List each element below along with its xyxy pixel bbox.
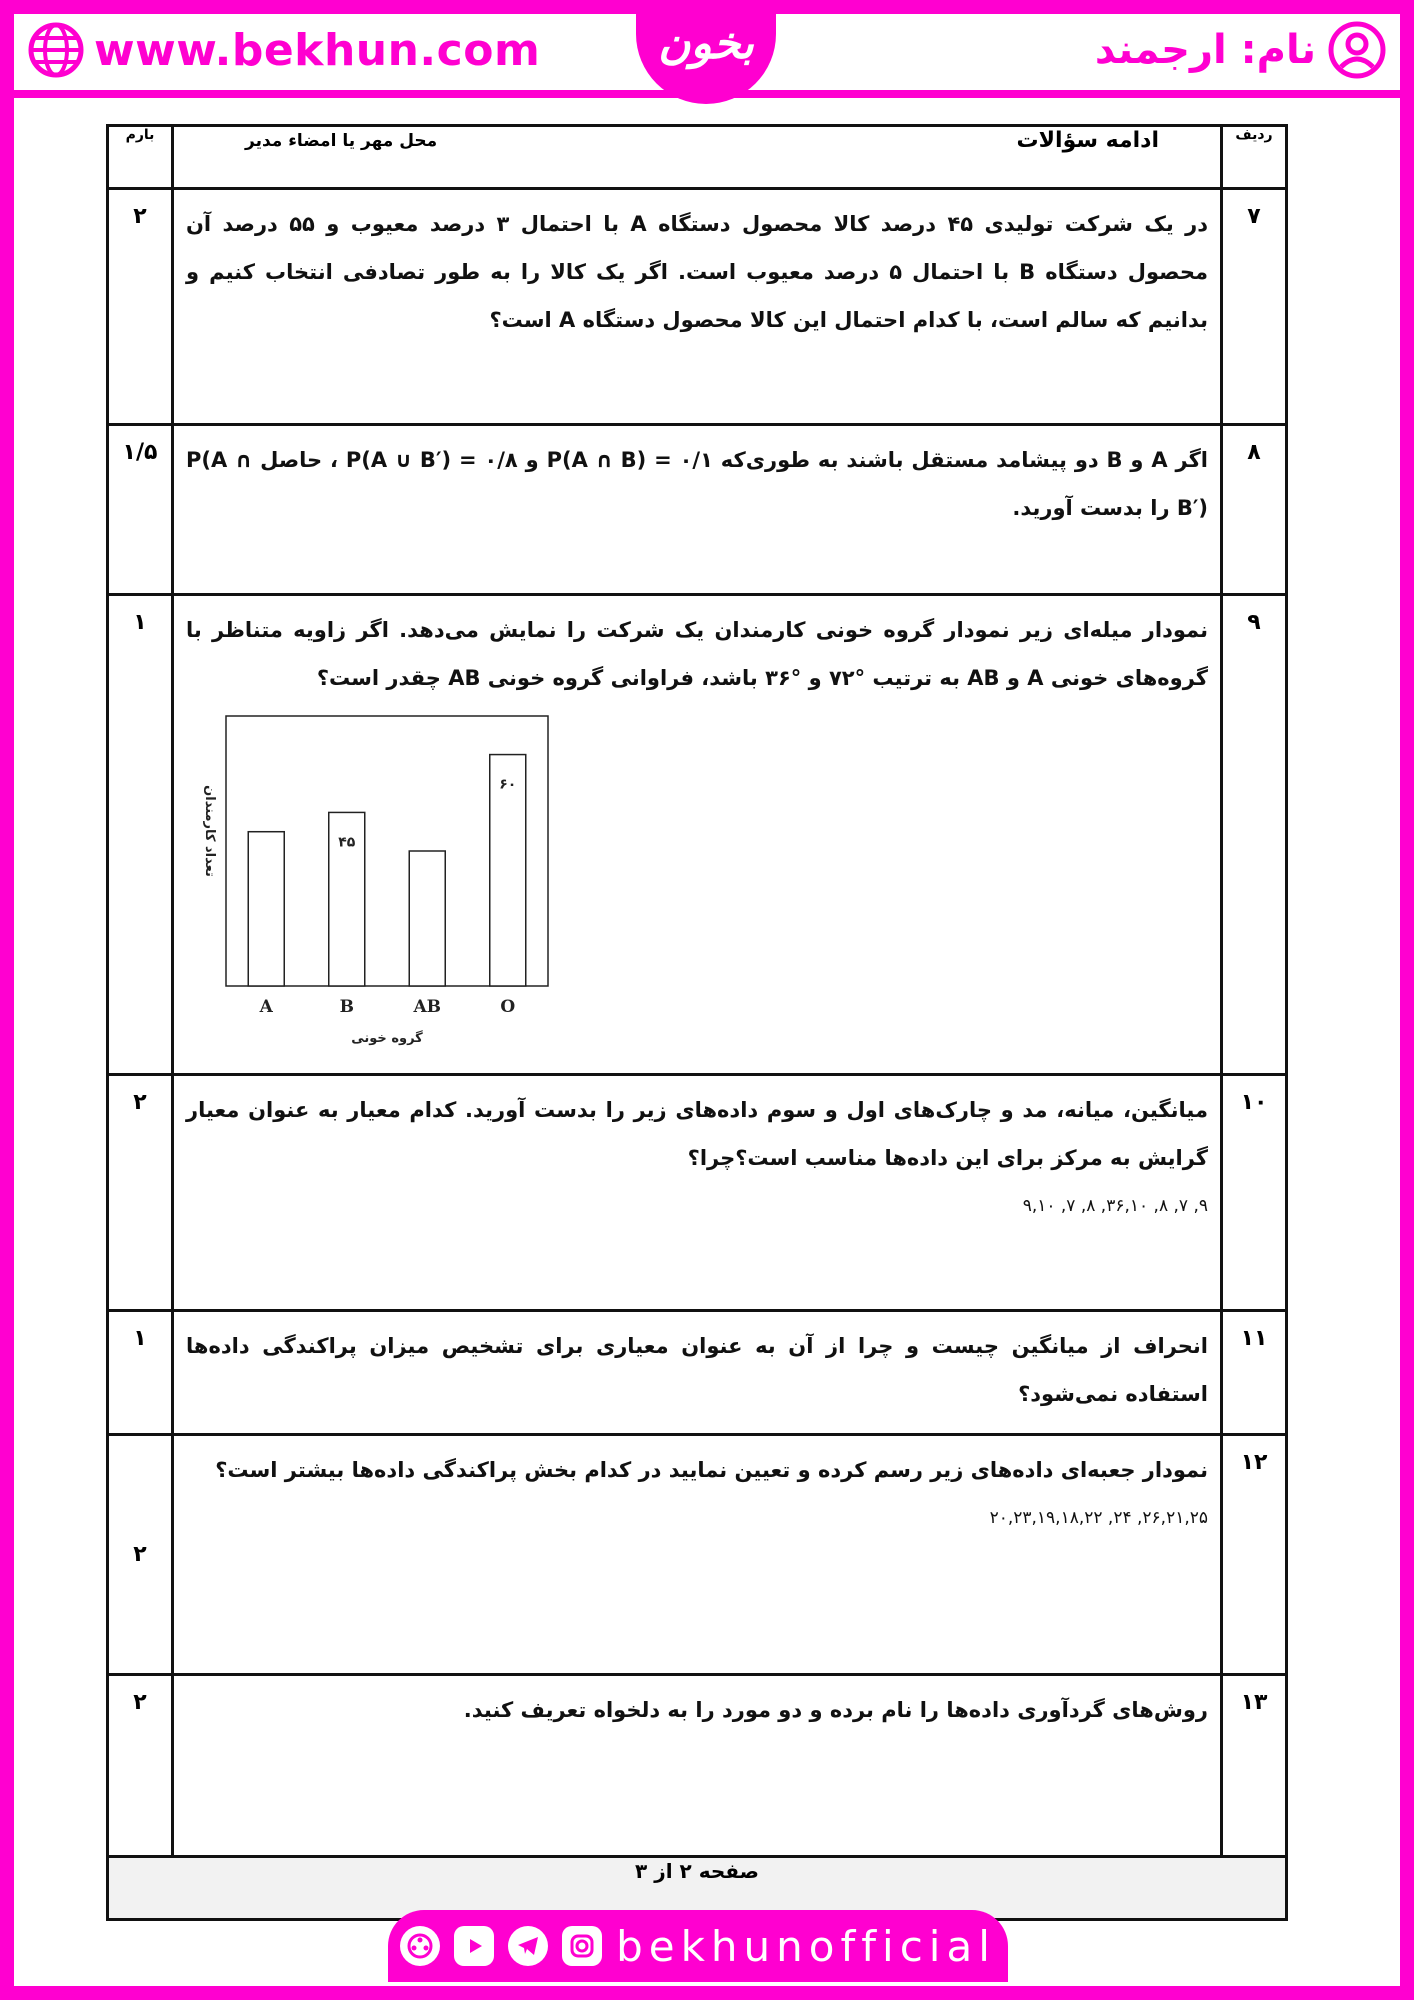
x-tick-label: AB xyxy=(413,997,442,1017)
question-row xyxy=(108,189,1287,425)
website-link[interactable] xyxy=(28,20,540,80)
question-number: ۱۲ xyxy=(1222,1435,1287,1675)
question-number: ۱۳ xyxy=(1222,1675,1287,1857)
question-row xyxy=(108,1675,1287,1857)
question-row xyxy=(108,1311,1287,1435)
brand-logo[interactable] xyxy=(636,0,776,104)
question-number: ۱۰ xyxy=(1222,1075,1287,1311)
x-tick-label: B xyxy=(339,997,354,1017)
social-bar xyxy=(388,1910,1008,1982)
question-text: انحراف از میانگین چیست و چرا از آن به عنوان معیاری برای تشخیص میزان پراکندگی داده‌ها استفاده نمی‌شود؟ xyxy=(173,1311,1222,1435)
question-score: ۲ xyxy=(108,1075,173,1311)
question-cell xyxy=(173,1435,1222,1675)
question-number: ۱۱ xyxy=(1222,1311,1287,1435)
film-icon[interactable] xyxy=(400,1926,440,1966)
header-cell xyxy=(173,126,1222,189)
question-row xyxy=(108,595,1287,1075)
question-cell xyxy=(173,1075,1222,1311)
question-number: ۸ xyxy=(1222,425,1287,595)
question-score: ۲ xyxy=(108,1435,173,1675)
name-label: نام: ارجمند xyxy=(1094,27,1316,73)
blood-group-bar-chart xyxy=(186,706,566,1046)
question-score: ۲ xyxy=(108,189,173,425)
question-score: ۱ xyxy=(108,1311,173,1435)
bar-data-label: ۴۵ xyxy=(338,834,356,851)
col-num-header: ردیف xyxy=(1222,126,1287,189)
question-text: در یک شرکت تولیدی ۴۵ درصد کالا محصول دستگاه A با احتمال ۳ درصد معیوب و ۵۵ درصد آن محصول دستگاه B با احتمال ۵ درصد معیوب است. اگر یک کالا را به طور تصادفی انتخاب کنیم و بدانیم که سالم است، با کدام احتمال این کالا محصول دستگاه A است؟ xyxy=(173,189,1222,425)
col-score-header: بارم xyxy=(108,126,173,189)
question-text: میانگین، میانه، مد و چارک‌های اول و سوم داده‌های زیر را بدست آورید. کدام معیار به عنوان معیار گرایش به مرکز برای این داده‌ها مناسب است؟چرا؟ xyxy=(186,1098,1208,1170)
data-values: ۹, ۷, ۸, ۳۶,۱۰, ۸, ۷, ۹,۱۰ xyxy=(1022,1196,1208,1216)
question-row xyxy=(108,1435,1287,1675)
question-cell xyxy=(173,595,1222,1075)
name-field xyxy=(1095,20,1386,80)
y-axis-label: تعداد کارمندان xyxy=(202,785,217,877)
social-handle: bekhunofficial xyxy=(616,1921,996,1971)
question-row xyxy=(108,1075,1287,1311)
stamp-label: محل مهر یا امضاء مدیر xyxy=(245,130,438,151)
bar-ab xyxy=(409,851,445,986)
globe-icon xyxy=(28,22,84,78)
logo-text: بخون xyxy=(658,18,754,69)
x-axis-label: گروه خونی xyxy=(351,1031,423,1046)
question-score: ۱ xyxy=(108,595,173,1075)
question-text: روش‌های گردآوری داده‌ها را نام برده و دو مورد را به دلخواه تعریف کنید. xyxy=(173,1675,1222,1857)
user-icon xyxy=(1328,21,1386,79)
question-score: ۱/۵ xyxy=(108,425,173,595)
table-header xyxy=(108,126,1287,189)
top-banner xyxy=(14,14,1400,98)
bar-data-label: ۶۰ xyxy=(499,776,517,793)
question-text: نمودار میله‌ای زیر نمودار گروه خونی کارمندان یک شرکت را نمایش می‌دهد. اگر زاویه متناظر با گروه‌های خونی A و AB به ترتیب °۷۲ و °۳۶ باشد، فراوانی گروه خونی AB چقدر است؟ xyxy=(186,618,1208,690)
question-text: اگر A و B دو پیشامد مستقل باشند به طوری‌که P(A ∩ B) = ۰/۱ و P(A ∪ B′) = ۰/۸ ، حاصل P(A ∩ B′) را بدست آورید. xyxy=(173,425,1222,595)
bar-a xyxy=(248,832,284,986)
page-number: صفحه ۲ از ۳ xyxy=(108,1857,1287,1920)
x-tick-label: A xyxy=(259,997,273,1017)
question-number: ۹ xyxy=(1222,595,1287,1075)
exam-table xyxy=(106,124,1288,1921)
x-tick-label: O xyxy=(500,997,516,1017)
section-title: ادامه سؤالات xyxy=(1016,128,1159,153)
telegram-icon[interactable] xyxy=(508,1926,548,1966)
youtube-icon[interactable] xyxy=(454,1926,494,1966)
question-number: ۷ xyxy=(1222,189,1287,425)
website-text: www.bekhun.com xyxy=(94,24,541,76)
question-row xyxy=(108,425,1287,595)
question-score: ۲ xyxy=(108,1675,173,1857)
data-values: ۲۶,۲۱,۲۵, ۲۴, ۲۰,۲۳,۱۹,۱۸,۲۲ xyxy=(989,1508,1208,1528)
question-text: نمودار جعبه‌ای داده‌های زیر رسم کرده و تعیین نمایید در کدام بخش پراکندگی داده‌ها بیشتر است؟ xyxy=(215,1458,1208,1482)
instagram-icon[interactable] xyxy=(562,1926,602,1966)
